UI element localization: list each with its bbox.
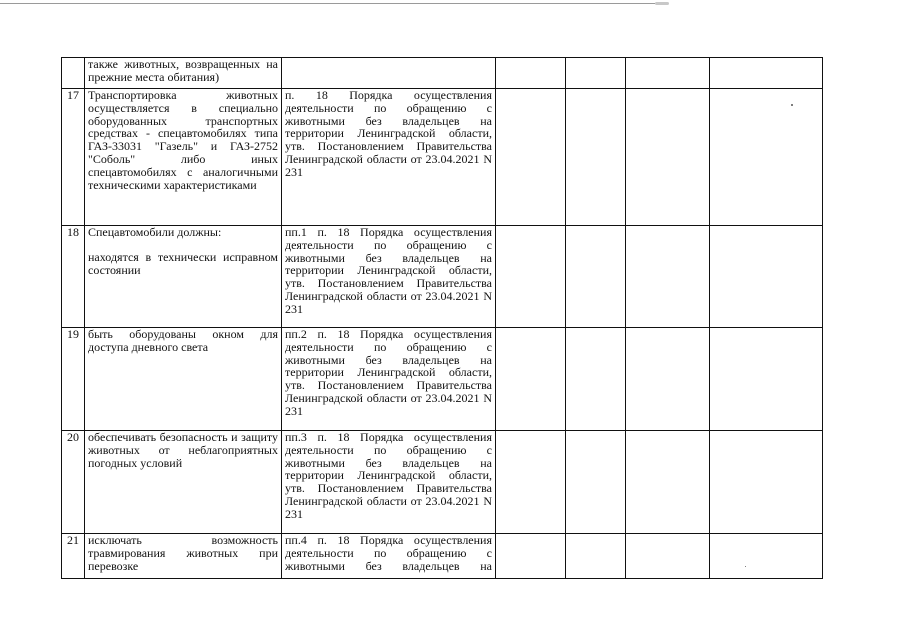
row-number: 19 [62, 328, 85, 431]
reference-cell: пп.3 п. 18 Порядка осуществления деятельности по обращению с животными без владельцев на территории Ленинградской области, утв. Постановлением Правительства Ленинградской области от 23.04.2021 N 231 [282, 431, 496, 534]
empty-cell [626, 58, 710, 89]
scan-top-mark [655, 2, 669, 5]
requirements-table [61, 57, 823, 579]
empty-cell [710, 58, 823, 89]
requirement-cell: Транспортировка животных осуществляется в специально оборудованных транспортных средствах - спецавтомобилях типа ГАЗ-33031 "Газель" и ГАЗ-2752 "Соболь" либо иных спецавтомобилях с аналогичными техническими характеристиками [85, 89, 282, 226]
table-row [62, 431, 823, 534]
requirement-cell: также животных, возвращенных на прежние места обитания) [85, 58, 282, 89]
empty-cell [566, 534, 626, 579]
row-number: 21 [62, 534, 85, 579]
empty-cell [496, 58, 566, 89]
empty-cell [566, 431, 626, 534]
reference-cell: пп.1 п. 18 Порядка осуществления деятельности по обращению с животными без владельцев на территории Ленинградской области, утв. Постановлением Правительства Ленинградской области от 23.04.2021 N 231 [282, 226, 496, 328]
requirement-subitem: находятся в технически исправном состоянии [88, 249, 278, 277]
table-row [62, 89, 823, 226]
empty-cell [496, 89, 566, 226]
empty-cell [496, 328, 566, 431]
empty-cell [626, 328, 710, 431]
empty-cell [496, 226, 566, 328]
table-row [62, 226, 823, 328]
empty-cell [566, 89, 626, 226]
row-number: 17 [62, 89, 85, 226]
table-row [62, 534, 823, 579]
reference-cell: пп.4 п. 18 Порядка осуществления деятельности по обращению с животными без владельцев на [282, 534, 496, 579]
empty-cell [626, 89, 710, 226]
row-number: 20 [62, 431, 85, 534]
empty-cell [566, 58, 626, 89]
requirement-cell: обеспечивать безопасность и защиту животных от неблагоприятных погодных условий [85, 431, 282, 534]
empty-cell [496, 534, 566, 579]
reference-cell [282, 58, 496, 89]
empty-cell [710, 328, 823, 431]
empty-cell [710, 534, 823, 579]
empty-cell [496, 431, 566, 534]
reference-cell: пп.2 п. 18 Порядка осуществления деятельности по обращению с животными без владельцев на территории Ленинградской области, утв. Постановлением Правительства Ленинградской области от 23.04.2021 N 231 [282, 328, 496, 431]
scan-top-rule [0, 3, 655, 4]
reference-cell: п. 18 Порядка осуществления деятельности по обращению с животными без владельцев на территории Ленинградской области, утв. Постановлением Правительства Ленинградской области от 23.04.2021 N 231 [282, 89, 496, 226]
empty-cell [710, 431, 823, 534]
row-number [62, 58, 85, 89]
table-row [62, 58, 823, 89]
empty-cell [626, 431, 710, 534]
empty-cell [710, 89, 823, 226]
empty-cell [710, 226, 823, 328]
empty-cell [566, 226, 626, 328]
empty-cell [626, 226, 710, 328]
table-row [62, 328, 823, 431]
requirement-heading: Спецавтомобили должны: [88, 225, 222, 239]
requirement-cell [85, 226, 282, 328]
requirement-cell: исключать возможность травмирования животных при перевозке [85, 534, 282, 579]
row-number: 18 [62, 226, 85, 328]
empty-cell [626, 534, 710, 579]
requirement-cell: быть оборудованы окном для доступа дневного света [85, 328, 282, 431]
empty-cell [566, 328, 626, 431]
